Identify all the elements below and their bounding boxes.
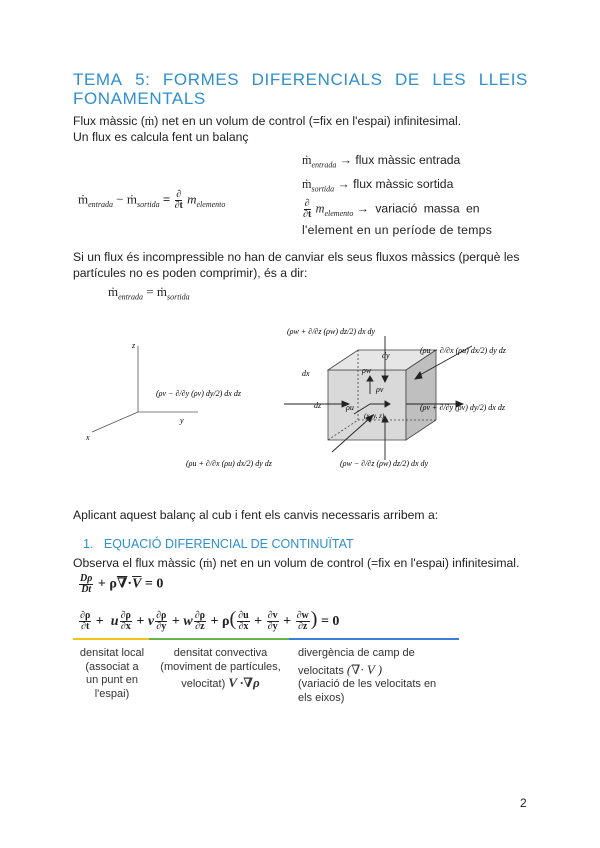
label-rho-u: ρu bbox=[346, 403, 354, 412]
title-word: LLEIS bbox=[478, 70, 528, 89]
title-word: DE bbox=[395, 70, 420, 89]
title-line2: FONAMENTALS bbox=[73, 89, 206, 108]
underline-local bbox=[73, 638, 149, 640]
incompressible-paragraph: Si un flux és incompressible no han de canviar els seus fluxos màssics (perquè les partícules no es poden comprimir), és a dir: bbox=[73, 250, 520, 280]
flux-top: (ρw + ∂/∂z (ρw) dz/2) dx dy bbox=[287, 327, 376, 336]
control-volume-figure bbox=[70, 318, 550, 480]
title-word: 5: bbox=[135, 70, 151, 89]
annotation-divergence: divergència de camp de velocitats (∇· V ) (variació de les velocitats en els eixos) bbox=[298, 647, 437, 704]
flux-left: (ρv − ∂/∂y (ρv) dy/2) dx dz bbox=[156, 389, 241, 398]
applying-text: Aplicant aquest balanç al cub i fent els canvis necessaris arribem a: bbox=[73, 508, 439, 522]
observe-text: Observa el flux màssic (ṁ) net en un volum de control (=fix en l'espai) infinitesimal. bbox=[73, 556, 520, 570]
dim-dz: dz bbox=[314, 401, 322, 410]
label-rho-v: ρv bbox=[376, 385, 384, 394]
continuity-equation-material: $\frac{D\rho}{Dt}$ + $\rho\nabla\cdot\overline{V} = 0$ bbox=[80, 573, 164, 595]
flux-bottom-right: (ρw − ∂/∂z (ρw) dz/2) dx dy bbox=[340, 459, 429, 468]
legend-sortida: ṁ$_{sortida}$ → flux màssic sortida bbox=[302, 177, 454, 194]
annotation-convective: densitat convectiva (moviment de partícules, velocitat) V ·∇ρ bbox=[160, 647, 281, 690]
axis-y-label: y bbox=[180, 416, 184, 425]
continuity-equation-expanded: $\frac{\partial\rho}{\partial t}$ + u $\frac{\partial\rho}{\partial x}$ + v $\frac{\partial\rho}{\partial y}$ + w $\frac{\partial\rho}{\partial z}$ + ρ( $\frac{\partial u}{\partial x}$ + $\frac{\partial v}{\partial y}$ + $\frac{\partial w}{\partial z}$ ) = 0 bbox=[80, 608, 340, 633]
title-word: TEMA bbox=[73, 70, 123, 89]
intro-paragraph: Flux màssic (ṁ) net en un volum de control (=fix en l'espai) infinitesimal. Un flux es calcula fent un balanç bbox=[73, 113, 553, 145]
label-xyz: (x, y, z) bbox=[364, 412, 385, 420]
annotation-local: densitat local (associat a un punt en l'espai) bbox=[79, 647, 145, 700]
legend-entrada: ṁ$_{entrada}$ → flux màssic entrada bbox=[302, 153, 461, 170]
dim-dx: dx bbox=[302, 369, 310, 378]
flux-right: (ρv + ∂/∂y (ρv) dy/2) dx dz bbox=[420, 403, 505, 412]
dim-dy: dy bbox=[382, 351, 390, 360]
balance-equation: ṁ$_{entrada}$ − ṁ$_{sortida}$ = $\frac{\partial}{\partial t}$ $m_{elemento}$ bbox=[78, 189, 226, 211]
balance-legend: ṁ$_{entrada}$ → flux màssic entrada ṁ$_{sortida}$ → flux màssic sortida $\frac{\partial}{\partial t}$ $m_{elemento}$ → variació massa en l'element en un període de temps bbox=[302, 153, 527, 237]
title-word: LES bbox=[432, 70, 467, 89]
cube bbox=[328, 350, 436, 440]
intro-line2: Un flux es calcula fent un balanç bbox=[73, 130, 249, 144]
legend-variacio: $\frac{\partial}{\partial t}$ $m_{elemento}$ → variació massa en bbox=[303, 198, 480, 220]
flux-right-top: (ρu − ∂/∂x (ρu) dx/2) dy dz bbox=[420, 346, 506, 355]
incompressible-equation: ṁ$_{entrada}$ = ṁ$_{sortida}$ bbox=[108, 284, 190, 302]
axis-z-label: z bbox=[132, 341, 136, 350]
underline-convective bbox=[149, 638, 289, 640]
section-heading: 1. EQUACIÓ DIFERENCIAL DE CONTINUÏTAT bbox=[83, 537, 354, 551]
underline-divergence bbox=[289, 638, 459, 640]
title-word: FORMES bbox=[162, 70, 240, 89]
axis-x-label: x bbox=[86, 433, 90, 442]
title-word: DIFERENCIALS bbox=[251, 70, 383, 89]
page-number: 2 bbox=[520, 796, 527, 810]
page-title bbox=[73, 70, 528, 108]
flux-bottom-left: (ρu + ∂/∂x (ρu) dx/2) dy dz bbox=[186, 459, 272, 468]
label-rho-w: ρw bbox=[362, 366, 372, 375]
